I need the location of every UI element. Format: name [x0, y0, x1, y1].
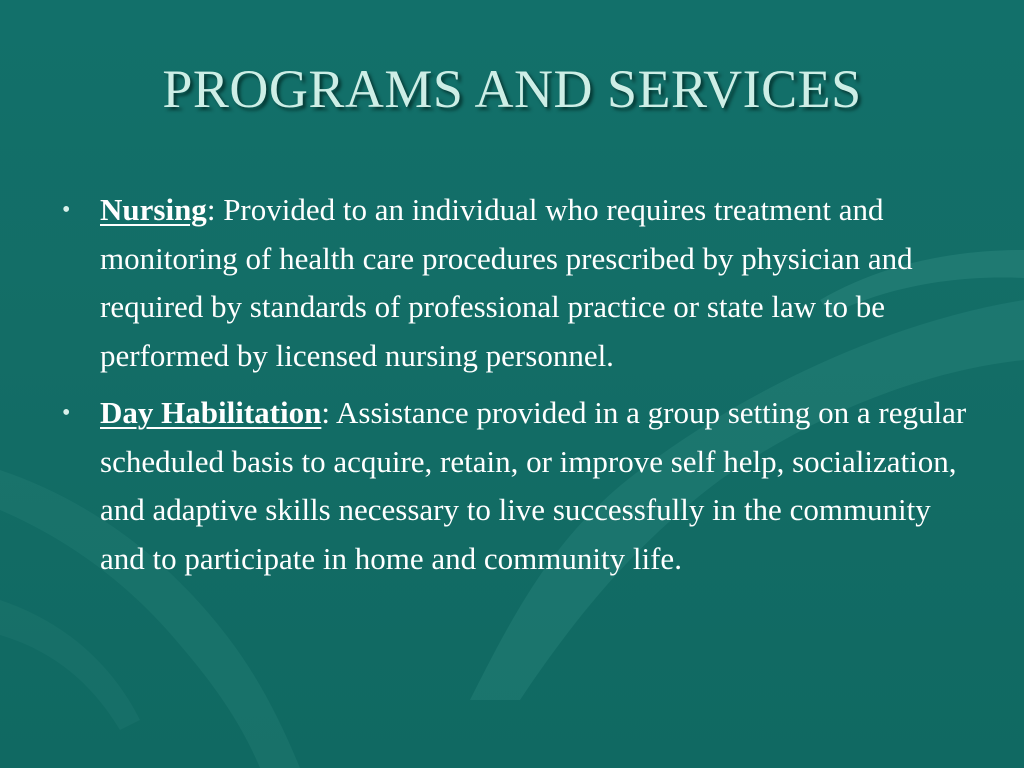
bullet-list: [62, 186, 972, 592]
bullet-item-nursing: [62, 186, 972, 380]
term-day-habilitation: Day Habilitation: [100, 395, 322, 430]
bullet-marker-icon: •: [62, 400, 71, 426]
bullet-marker-icon: •: [62, 197, 71, 223]
description-nursing: Provided to an individual who requires treatment and monitoring of health care procedures prescribed by physician and required by standards of professional practice or state law to be performed by licensed nursing personnel.: [100, 192, 913, 373]
description-day-habilitation: Assistance provided in a group setting on a regular scheduled basis to acquire, retain, or improve self help, socialization, and adaptive skills necessary to live successfully in the community and to participate in home and community life.: [100, 395, 967, 576]
slide-title: PROGRAMS AND SERVICES: [162, 59, 862, 119]
term-nursing: Nursing: [100, 192, 207, 227]
bullet-item-day-habilitation: [62, 389, 972, 583]
term-separator: :: [206, 192, 216, 227]
term-separator: :: [321, 395, 330, 430]
